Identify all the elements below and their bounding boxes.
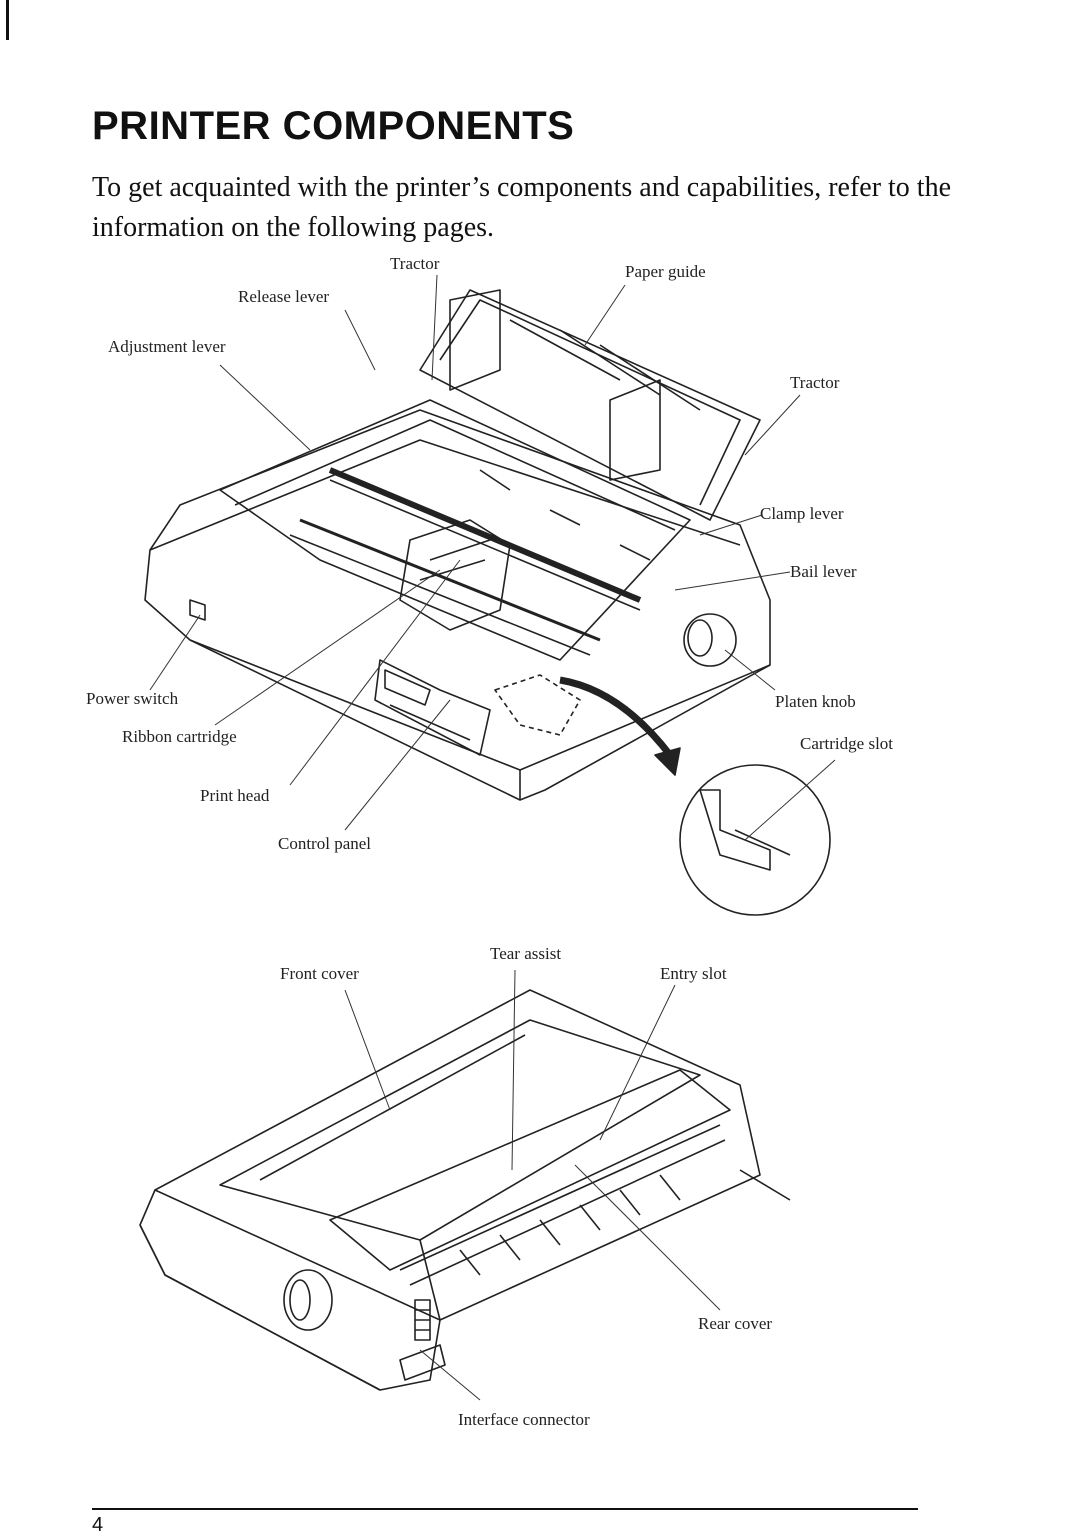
label-clamp-lever: Clamp lever [760,504,844,523]
label-entry-slot: Entry slot [660,964,727,983]
label-tear-assist: Tear assist [490,944,562,963]
label-cartridge-slot: Cartridge slot [800,734,894,753]
page-title: PRINTER COMPONENTS [92,104,575,148]
label-control-panel: Control panel [278,834,372,853]
label-platen-knob: Platen knob [775,692,856,711]
label-paper-guide: Paper guide [625,262,706,281]
footer-rule [92,1508,918,1510]
label-print-head: Print head [200,786,270,805]
bottom-leader-lines [345,970,720,1400]
label-release-lever: Release lever [238,287,330,306]
printer-top-view-drawing [145,290,830,915]
label-tractor-right: Tractor [790,373,840,392]
label-front-cover: Front cover [280,964,359,983]
printer-closed-view-drawing [140,990,790,1390]
label-interface-connector: Interface connector [458,1410,590,1429]
label-adjustment-lever: Adjustment lever [108,337,226,356]
top-leader-lines [150,275,835,840]
label-tractor-left: Tractor [390,254,440,273]
page-number: 4 [92,1514,104,1536]
label-ribbon-cartridge: Ribbon cartridge [122,727,237,746]
label-bail-lever: Bail lever [790,562,857,581]
label-power-switch: Power switch [86,689,179,708]
intro-paragraph: To get acquainted with the printer’s components and capabilities, refer to the information on the following pages. [92,172,952,243]
label-rear-cover: Rear cover [698,1314,773,1333]
